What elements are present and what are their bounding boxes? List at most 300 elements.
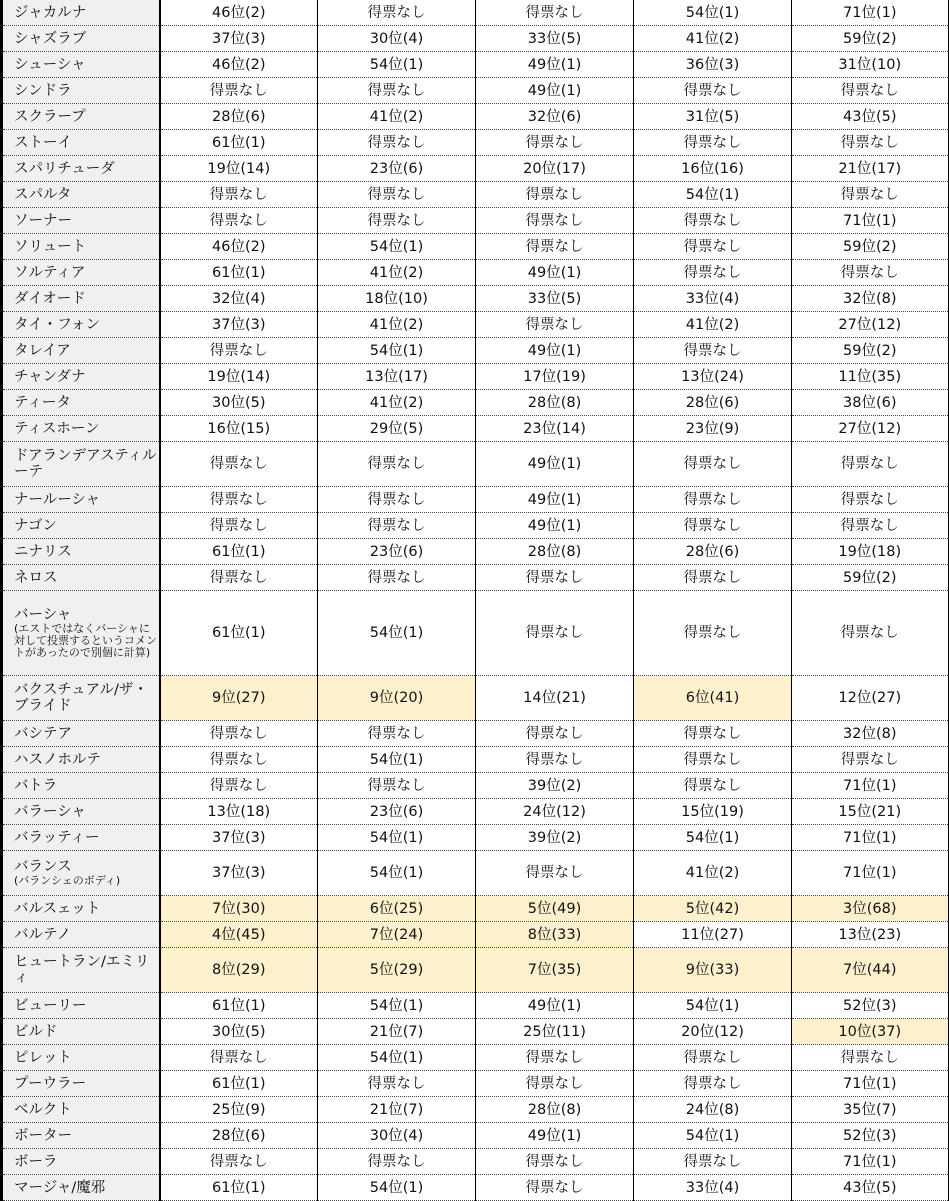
rank-cell: 71位(1) [792,0,949,26]
rank-cell: 54位(1) [318,234,476,260]
rank-cell: 得票なし [318,1071,476,1097]
rank-cell: 得票なし [634,1045,792,1071]
rank-cell: 得票なし [318,208,476,234]
rank-cell: 25位(11) [476,1019,634,1045]
character-name-cell [2,1045,160,1071]
rank-cell: 37位(3) [160,825,318,851]
rank-cell: 24位(12) [476,799,634,825]
rank-cell: 得票なし [476,234,634,260]
rank-cell: 28位(6) [160,1123,318,1149]
table-row [2,993,949,1019]
table-row [2,1019,949,1045]
rank-cell: 54位(1) [634,993,792,1019]
rank-cell: 得票なし [634,773,792,799]
rank-cell: 得票なし [634,78,792,104]
table-row [2,182,949,208]
rank-cell: 得票なし [160,747,318,773]
rank-cell: 得票なし [792,130,949,156]
table-row [2,851,949,896]
rank-cell: 61位(1) [160,539,318,565]
rank-cell: 37位(3) [160,851,318,896]
character-name-cell [2,364,160,390]
rank-cell: 得票なし [160,1045,318,1071]
character-name: バシテア [14,725,72,742]
character-name-cell [2,390,160,416]
character-name: バラッティー [14,829,100,846]
table-row [2,390,949,416]
rank-cell: 33位(4) [634,286,792,312]
rank-cell: 32位(8) [792,721,949,747]
character-name: ネロス [14,569,58,586]
character-name: スパルタ [14,186,72,203]
rank-cell: 33位(4) [634,1175,792,1201]
rank-cell: 得票なし [634,513,792,539]
rank-cell: 54位(1) [318,747,476,773]
rank-cell: 11位(35) [792,364,949,390]
rank-cell: 10位(37) [792,1019,949,1045]
rank-cell: 28位(8) [476,539,634,565]
character-name-cell [2,0,160,26]
rank-cell: 49位(1) [476,52,634,78]
rank-cell: 31位(10) [792,52,949,78]
rank-cell: 得票なし [476,130,634,156]
rank-cell: 得票なし [634,442,792,487]
table-row [2,0,949,26]
rank-cell: 9位(20) [318,676,476,721]
character-name: スパリチューダ [14,160,115,177]
table-row [2,260,949,286]
character-name-cell [2,565,160,591]
rank-cell: 8位(29) [160,948,318,993]
character-name: ハスノホルテ [14,751,101,768]
character-name: バランス [14,859,72,875]
rank-cell: 27位(12) [792,312,949,338]
character-name: ソーナー [14,212,72,229]
rank-cell: 得票なし [476,1149,634,1175]
rank-cell: 21位(7) [318,1019,476,1045]
ranking-table-body [2,0,949,1201]
character-name: ニナリス [14,543,72,560]
rank-cell: 7位(24) [318,922,476,948]
character-name: タレイア [14,342,71,359]
table-row [2,948,949,993]
character-name: バルテノ [14,926,71,943]
rank-cell: 得票なし [160,565,318,591]
rank-cell: 54位(1) [634,1123,792,1149]
rank-cell: 5位(29) [318,948,476,993]
character-name-cell [2,851,160,896]
rank-cell: 得票なし [160,208,318,234]
character-name-cell [2,799,160,825]
character-name-cell [2,1175,160,1201]
rank-cell: 23位(14) [476,416,634,442]
rank-cell: 54位(1) [634,825,792,851]
rank-cell: 19位(14) [160,156,318,182]
table-row [2,416,949,442]
character-name-cell [2,26,160,52]
rank-cell: 49位(1) [476,442,634,487]
table-row [2,364,949,390]
rank-cell: 得票なし [792,1045,949,1071]
rank-cell: 23位(6) [318,156,476,182]
character-name-cell [2,338,160,364]
rank-cell: 49位(1) [476,513,634,539]
table-row [2,676,949,721]
rank-cell: 7位(44) [792,948,949,993]
rank-cell: 49位(1) [476,338,634,364]
rank-cell: 得票なし [634,487,792,513]
rank-cell: 49位(1) [476,1123,634,1149]
character-name-cell [2,130,160,156]
rank-cell: 4位(45) [160,922,318,948]
rank-cell: 39位(2) [476,825,634,851]
rank-cell: 得票なし [318,130,476,156]
rank-cell: 16位(16) [634,156,792,182]
rank-cell: 得票なし [792,78,949,104]
rank-cell: 20位(12) [634,1019,792,1045]
character-name: バトラ [14,777,58,794]
rank-cell: 17位(19) [476,364,634,390]
rank-cell: 39位(2) [476,773,634,799]
rank-cell: 41位(2) [634,851,792,896]
rank-cell: 27位(12) [792,416,949,442]
rank-cell: 38位(6) [792,390,949,416]
character-name-cell [2,747,160,773]
rank-cell: 31位(5) [634,104,792,130]
character-note: (バランシェのボディ) [14,874,121,887]
rank-cell: 43位(5) [792,104,949,130]
character-name: バーシャ [14,607,72,623]
rank-cell: 12位(27) [792,676,949,721]
character-name: タイ・フォン [14,316,100,333]
rank-cell: 得票なし [318,1149,476,1175]
character-name: ストーイ [14,134,72,151]
rank-cell: 得票なし [160,513,318,539]
rank-cell: 71位(1) [792,1071,949,1097]
rank-cell: 28位(8) [476,1097,634,1123]
table-row [2,1175,949,1201]
rank-cell: 得票なし [476,1045,634,1071]
rank-cell: 7位(30) [160,896,318,922]
rank-cell: 61位(1) [160,260,318,286]
rank-cell: 得票なし [160,1149,318,1175]
rank-cell: 得票なし [476,208,634,234]
rank-cell: 13位(23) [792,922,949,948]
rank-cell: 得票なし [476,1175,634,1201]
character-name: ドアランデアスティルーテ [14,448,157,480]
rank-cell: 54位(1) [318,825,476,851]
rank-cell: 得票なし [792,182,949,208]
character-name-cell [2,825,160,851]
character-name-cell [2,539,160,565]
rank-cell: 得票なし [634,1071,792,1097]
table-row [2,565,949,591]
character-name: チャンダナ [14,368,86,385]
table-row [2,896,949,922]
character-name-cell [2,416,160,442]
rank-cell: 30位(5) [160,390,318,416]
rank-cell: 23位(6) [318,799,476,825]
rank-cell: 49位(1) [476,260,634,286]
rank-cell: 13位(17) [318,364,476,390]
table-row [2,208,949,234]
character-name-cell [2,896,160,922]
rank-cell: 20位(17) [476,156,634,182]
rank-cell: 61位(1) [160,993,318,1019]
rank-cell: 29位(5) [318,416,476,442]
character-name: ダイオード [14,290,86,307]
character-name: ソリュート [14,238,87,255]
character-name: ボーラ [14,1153,58,1170]
character-name: ベルクト [14,1101,72,1118]
character-name-cell [2,487,160,513]
character-name-cell [2,286,160,312]
character-name: スクラープ [14,108,86,125]
rank-cell: 41位(2) [318,104,476,130]
table-row [2,52,949,78]
character-name-cell [2,234,160,260]
rank-cell: 13位(24) [634,364,792,390]
rank-cell: 得票なし [160,487,318,513]
character-name-cell [2,948,160,993]
character-name-cell [2,442,160,487]
rank-cell: 得票なし [634,721,792,747]
table-row [2,1097,949,1123]
character-name-cell [2,1097,160,1123]
rank-cell: 33位(5) [476,286,634,312]
rank-cell: 得票なし [634,591,792,676]
table-row [2,539,949,565]
character-name-cell [2,260,160,286]
rank-cell: 得票なし [792,442,949,487]
rank-cell: 得票なし [160,78,318,104]
character-name: ピレット [14,1049,72,1066]
rank-cell: 59位(2) [792,338,949,364]
table-row [2,1071,949,1097]
table-row [2,338,949,364]
table-row [2,487,949,513]
rank-cell: 49位(1) [476,487,634,513]
rank-cell: 32位(8) [792,286,949,312]
rank-cell: 5位(42) [634,896,792,922]
rank-cell: 30位(4) [318,1123,476,1149]
rank-cell: 15位(19) [634,799,792,825]
character-name-cell [2,513,160,539]
rank-cell: 得票なし [634,1149,792,1175]
rank-cell: 6位(25) [318,896,476,922]
rank-cell: 52位(3) [792,1123,949,1149]
rank-cell: 得票なし [476,1071,634,1097]
rank-cell: 71位(1) [792,851,949,896]
rank-cell: 28位(8) [476,390,634,416]
rank-cell: 得票なし [792,747,949,773]
rank-cell: 7位(35) [476,948,634,993]
rank-cell: 得票なし [318,182,476,208]
rank-cell: 36位(3) [634,52,792,78]
rank-cell: 15位(21) [792,799,949,825]
character-name: ナールーシャ [14,491,101,508]
character-name-cell [2,104,160,130]
rank-cell: 得票なし [318,773,476,799]
table-row [2,286,949,312]
table-row [2,747,949,773]
rank-cell: 23位(6) [318,539,476,565]
rank-cell: 71位(1) [792,825,949,851]
character-name: シャズラブ [14,30,87,47]
character-name: マージャ/魔邪 [14,1179,106,1196]
table-row [2,1045,949,1071]
rank-cell: 35位(7) [792,1097,949,1123]
character-name: バラーシャ [14,803,86,820]
rank-cell: 得票なし [634,747,792,773]
table-row [2,104,949,130]
rank-cell: 得票なし [476,747,634,773]
rank-cell: 得票なし [476,591,634,676]
rank-cell: 41位(2) [634,26,792,52]
character-name: ボーター [14,1127,72,1144]
character-name-cell [2,208,160,234]
rank-cell: 得票なし [160,721,318,747]
rank-cell: 得票なし [476,0,634,26]
character-name: ビューリー [14,997,87,1014]
rank-cell: 59位(2) [792,565,949,591]
rank-cell: 得票なし [318,513,476,539]
character-name-cell [2,52,160,78]
rank-cell: 得票なし [476,182,634,208]
rank-cell: 59位(2) [792,26,949,52]
rank-cell: 18位(10) [318,286,476,312]
character-name: シューシャ [14,56,86,73]
rank-cell: 28位(6) [634,539,792,565]
rank-cell: 得票なし [318,0,476,26]
rank-cell: 41位(2) [318,260,476,286]
table-row [2,773,949,799]
rank-cell: 8位(33) [476,922,634,948]
table-row [2,1149,949,1175]
rank-cell: 9位(27) [160,676,318,721]
table-row [2,130,949,156]
character-note: (エストではなくバーシャに対して投票するというコメントがあったので別個に計算) [14,622,157,659]
rank-cell: 得票なし [476,565,634,591]
character-name: ヒュートラン/エミリィ [14,954,150,986]
rank-cell: 41位(2) [634,312,792,338]
rank-cell: 54位(1) [318,52,476,78]
rank-cell: 28位(6) [160,104,318,130]
rank-cell: 11位(27) [634,922,792,948]
character-name-cell [2,1019,160,1045]
character-name: シンドラ [14,82,72,99]
rank-cell: 61位(1) [160,1175,318,1201]
character-name-cell [2,78,160,104]
rank-cell: 54位(1) [318,851,476,896]
rank-cell: 32位(4) [160,286,318,312]
rank-cell: 得票なし [476,721,634,747]
character-name: ソルティア [14,264,86,281]
rank-cell: 43位(5) [792,1175,949,1201]
rank-cell: 13位(18) [160,799,318,825]
table-row [2,825,949,851]
rank-cell: 得票なし [160,773,318,799]
rank-cell: 61位(1) [160,130,318,156]
rank-cell: 49位(1) [476,78,634,104]
rank-cell: 54位(1) [318,591,476,676]
rank-cell: 9位(33) [634,948,792,993]
rank-cell: 得票なし [318,78,476,104]
rank-cell: 得票なし [160,182,318,208]
rank-cell: 得票なし [634,234,792,260]
character-name-cell [2,993,160,1019]
character-name: ビルド [14,1023,58,1040]
rank-cell: 5位(49) [476,896,634,922]
rank-cell: 54位(1) [318,1045,476,1071]
character-name: バクスチュアル/ザ・ブライド [14,682,148,714]
character-name-cell [2,312,160,338]
table-row [2,922,949,948]
table-row [2,26,949,52]
table-row [2,234,949,260]
character-name: プーウラー [14,1075,87,1092]
rank-cell: 28位(6) [634,390,792,416]
rank-cell: 得票なし [792,260,949,286]
rank-cell: 得票なし [634,208,792,234]
table-row [2,442,949,487]
table-row [2,799,949,825]
rank-cell: 61位(1) [160,1071,318,1097]
rank-cell: 得票なし [792,591,949,676]
rank-cell: 得票なし [160,442,318,487]
character-name-cell [2,1123,160,1149]
rank-cell: 61位(1) [160,591,318,676]
rank-cell: 46位(2) [160,0,318,26]
rank-cell: 得票なし [318,442,476,487]
rank-cell: 30位(5) [160,1019,318,1045]
rank-cell: 得票なし [476,851,634,896]
rank-cell: 得票なし [318,565,476,591]
character-name-cell [2,773,160,799]
rank-cell: 得票なし [792,513,949,539]
rank-cell: 得票なし [476,312,634,338]
rank-cell: 16位(15) [160,416,318,442]
rank-cell: 得票なし [318,721,476,747]
rank-cell: 71位(1) [792,208,949,234]
rank-cell: 41位(2) [318,312,476,338]
character-name-cell [2,922,160,948]
rank-cell: 33位(5) [476,26,634,52]
rank-cell: 54位(1) [318,1175,476,1201]
rank-cell: 54位(1) [318,993,476,1019]
rank-cell: 46位(2) [160,234,318,260]
rank-cell: 37位(3) [160,312,318,338]
rank-cell: 23位(9) [634,416,792,442]
character-name-cell [2,182,160,208]
rank-cell: 30位(4) [318,26,476,52]
rank-cell: 3位(68) [792,896,949,922]
character-name-cell [2,1071,160,1097]
table-row [2,513,949,539]
rank-cell: 得票なし [318,487,476,513]
table-row [2,721,949,747]
table-row [2,312,949,338]
rank-cell: 59位(2) [792,234,949,260]
character-name-cell [2,676,160,721]
rank-cell: 得票なし [634,338,792,364]
rank-cell: 得票なし [634,130,792,156]
rank-cell: 49位(1) [476,993,634,1019]
rank-cell: 37位(3) [160,26,318,52]
rank-cell: 25位(9) [160,1097,318,1123]
rank-cell: 6位(41) [634,676,792,721]
rank-cell: 32位(6) [476,104,634,130]
